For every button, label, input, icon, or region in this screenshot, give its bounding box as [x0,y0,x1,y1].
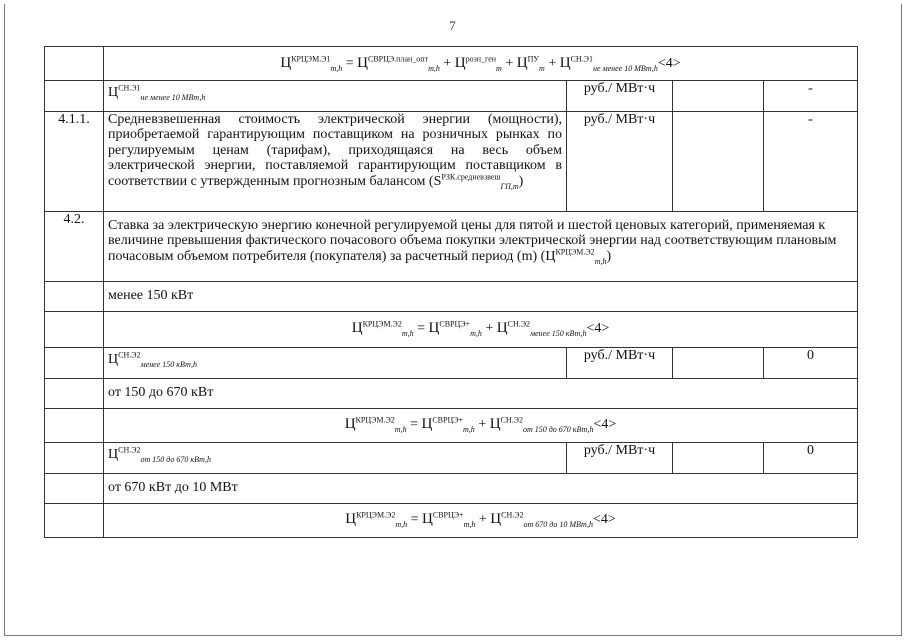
table-row [45,47,858,81]
value-cell: - [764,112,858,212]
unit-cell: руб./ МВт·ч [567,112,673,212]
unit-cell: руб./ МВт·ч [567,348,673,379]
row-number: 4.1.1. [45,112,104,212]
value-cell: 0 [764,348,858,379]
table-row [45,112,858,212]
formula-e2: $Ц^{КРЦЭМ.Э2}_{m,h} = Ц^{СВРЦЭ+}_{m,h} + Ц^{СН.Э2}_{менее 150 кВт,h}<4>$ [104,312,858,348]
value-cell: 0 [764,443,858,474]
table-row [45,312,858,348]
table-row [45,379,858,409]
tariff-table [44,46,858,538]
row-number: 4.2. [45,212,104,282]
unit-cell: руб./ МВт·ч [567,81,673,112]
page-number: 7 [449,18,456,33]
formula-e2: $Ц^{КРЦЭМ.Э2}_{m,h} = Ц^{СВРЦЭ+}_{m,h} + Ц^{СН.Э2}_{от 150 до 670 кВт,h}<4>$ [104,409,858,443]
formula-e1: $Ц^{КРЦЭМ.Э1}_{m,h} = Ц^{СВРЦЭ.план\_опт}_{m,h} + Ц^{розн\_ген}_m + Ц^{ПУ}_m + Ц^{СН.Э1}_{не менее 10 МВт,h}<4>$ [104,47,858,81]
table-row [45,282,858,312]
unit-cell: руб./ МВт·ч [567,443,673,474]
row-description: Ставка за электрическую энергию конечной регулируемой цены для пятой и шестой ценовых категорий, применяемая к величине превышения фактического почасового объема покупки электрической энергии над соответствующим плановым почасовым объемом потребителя (покупателя) за расчетный период (m) $(Ц^{КРЦЭМ.Э2}_{m,h})$ [104,212,858,282]
table-row [45,443,858,474]
table-row [45,81,858,112]
table-row [45,212,858,282]
value-cell: - [764,81,858,112]
formula-e2: $Ц^{КРЦЭМ.Э2}_{m,h} = Ц^{СВРЦЭ+}_{m,h} + Ц^{СН.Э2}_{от 670 до 10 МВт,h}<4>$ [104,504,858,538]
section-header: от 150 до 670 кВт [104,379,858,409]
table-row [45,409,858,443]
table-row [45,504,858,538]
table-row [45,474,858,504]
section-header: менее 150 кВт [104,282,858,312]
table-row [45,348,858,379]
component-e2: $Ц^{СН.Э2}_{менее 150 кВт,h}$ [104,348,567,379]
component-e2: $Ц^{СН.Э2}_{от 150 до 670 кВт,h}$ [104,443,567,474]
row-description: Средневзвешенная стоимость электрической энергии (мощности), приобретаемой гарантирующим поставщиком на розничных рынках по регулируемым ценам (тарифам), приходящаяся на весь объем электрической энергии, поставляемой гарантирующим поставщиком в соответствии с утвержденным прогнозным балансом $(S^{РЗК.средневзвеш}_{ГП,m})$ [104,112,567,212]
section-header: от 670 кВт до 10 МВт [104,474,858,504]
component-e1: $Ц^{СН.Э1}_{не менее 10 МВт,h}$ [104,81,567,112]
